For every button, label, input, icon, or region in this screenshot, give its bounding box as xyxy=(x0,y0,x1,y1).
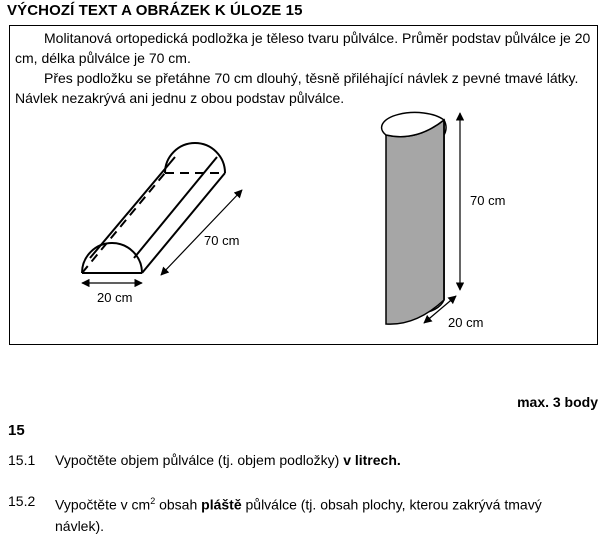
half-cylinder-lying xyxy=(82,143,225,273)
subquestion-text: Vypočtěte objem půlválce (tj. objem podložky) v litrech. xyxy=(55,452,401,468)
subquestion-text: Vypočtěte v $cm^2$ obsah pláště půlválce (tj. obsah plochy, kterou zakrývá tmavý návlek). xyxy=(55,496,542,534)
intro-paragraph-2: Přes podložku se přetáhne 70 cm dlouhý, těsně přiléhající návlek z pevné tmavé látky. Návlek nezakrývá ani jednu z obou podstav půlválce. xyxy=(15,70,579,106)
intro-paragraph-1: Molitanová ortopedická podložka je těleso tvaru půlválce. Průměr podstav půlválce je 20 cm, délka půlválce je 70 cm. xyxy=(15,30,591,66)
height-label: 70 cm xyxy=(470,193,506,208)
figures xyxy=(10,26,597,344)
max-points: max. 3 body xyxy=(517,394,598,410)
section-heading: VÝCHOZÍ TEXT A OBRÁZEK K ÚLOZE 15 xyxy=(7,2,303,19)
source-text-box xyxy=(9,25,598,345)
subquestion-number: 15.1 xyxy=(8,452,36,468)
hidden-edge xyxy=(82,173,165,273)
diameter-label-right: 20 cm xyxy=(448,315,484,330)
half-cylinder-standing xyxy=(382,112,446,324)
top-silhouette-front xyxy=(90,157,175,258)
dark-mantle-surface xyxy=(386,120,444,324)
question-number: 15 xyxy=(8,422,25,439)
bottom-edge xyxy=(142,173,225,273)
subquestion-number: 15.2 xyxy=(8,493,36,509)
length-label: 70 cm xyxy=(204,233,240,248)
diameter-label-left: 20 cm xyxy=(97,290,133,305)
